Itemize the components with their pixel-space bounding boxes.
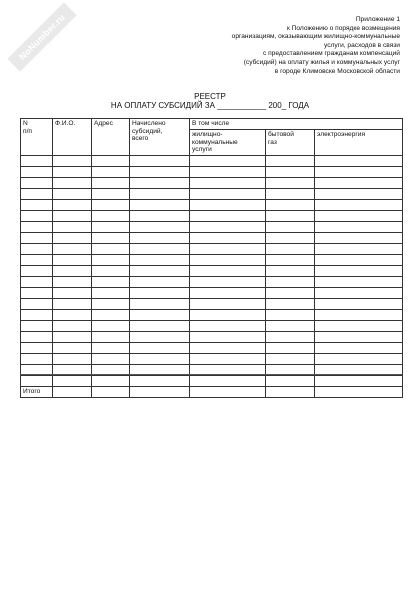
table-cell — [130, 166, 190, 177]
table-cell — [130, 188, 190, 199]
table-cell — [130, 342, 190, 353]
table-row — [21, 287, 403, 298]
table-cell — [190, 243, 266, 254]
table-cell — [53, 386, 92, 397]
table-cell — [21, 210, 53, 221]
table-cell — [53, 342, 92, 353]
table-cell — [53, 331, 92, 342]
table-cell — [315, 298, 403, 309]
table-cell — [21, 353, 53, 364]
table-cell — [315, 276, 403, 287]
table-cell — [21, 298, 53, 309]
table-header-row — [21, 119, 403, 130]
table-row — [21, 210, 403, 221]
table-cell — [266, 342, 315, 353]
table-cell — [266, 221, 315, 232]
table-cell — [53, 298, 92, 309]
table-cell — [21, 243, 53, 254]
table-cell — [53, 210, 92, 221]
table-cell — [21, 188, 53, 199]
table-row — [21, 199, 403, 210]
table-cell — [130, 243, 190, 254]
table-cell — [130, 320, 190, 331]
table-cell — [92, 166, 130, 177]
table-row — [21, 320, 403, 331]
table-cell — [190, 353, 266, 364]
table-cell — [266, 188, 315, 199]
registry-table — [20, 118, 403, 398]
document-title: РЕЕСТР — [194, 92, 226, 101]
table-cell — [21, 199, 53, 210]
table-cell — [190, 265, 266, 276]
appendix-line: Приложение 1 — [355, 16, 400, 23]
table-cell — [92, 232, 130, 243]
table-cell — [130, 265, 190, 276]
table-cell — [53, 177, 92, 188]
table-cell — [53, 188, 92, 199]
table-cell — [130, 375, 190, 386]
table-cell — [315, 221, 403, 232]
table-row — [21, 155, 403, 166]
table-cell — [53, 287, 92, 298]
table-cell — [53, 243, 92, 254]
header-accrued: Начислено субсидий, всего — [130, 119, 190, 156]
header-housing-services: жилищно- коммунальные услуги — [190, 130, 266, 156]
table-cell — [190, 254, 266, 265]
table-cell — [190, 298, 266, 309]
table-cell — [315, 210, 403, 221]
table-cell — [190, 232, 266, 243]
table-cell — [266, 353, 315, 364]
table-cell — [266, 265, 315, 276]
table-cell — [53, 375, 92, 386]
table-cell — [130, 353, 190, 364]
header-fio: Ф.И.О. — [53, 119, 92, 156]
appendix-line: с предоставлением гражданам компенсаций — [262, 50, 400, 58]
table-cell — [266, 232, 315, 243]
table-cell — [53, 320, 92, 331]
table-row — [21, 331, 403, 342]
table-cell — [266, 287, 315, 298]
table-cell — [21, 166, 53, 177]
table-row — [21, 375, 403, 386]
table-row — [21, 276, 403, 287]
table-cell — [190, 221, 266, 232]
table-cell — [190, 166, 266, 177]
table-cell — [190, 210, 266, 221]
table-cell — [266, 155, 315, 166]
table-row — [21, 166, 403, 177]
table-cell — [21, 309, 53, 320]
table-cell — [266, 254, 315, 265]
table-cell — [92, 265, 130, 276]
table-cell — [266, 386, 315, 397]
table-cell — [315, 386, 403, 397]
table-cell — [315, 188, 403, 199]
table-cell — [130, 298, 190, 309]
table-row — [21, 232, 403, 243]
table-cell — [92, 276, 130, 287]
table-cell — [315, 353, 403, 364]
table-cell — [92, 243, 130, 254]
table-cell — [130, 210, 190, 221]
table-cell — [21, 342, 53, 353]
table-cell — [266, 199, 315, 210]
table-row — [21, 265, 403, 276]
appendix-line: организациям, оказывающим жилищно-коммунальные — [231, 33, 400, 41]
table-cell — [315, 155, 403, 166]
table-cell — [53, 199, 92, 210]
table-cell — [266, 320, 315, 331]
appendix-line: к Положению о порядке возмещения — [286, 24, 400, 32]
table-cell — [190, 155, 266, 166]
table-cell — [315, 265, 403, 276]
table-cell — [315, 177, 403, 188]
appendix-header — [160, 16, 400, 76]
table-cell — [315, 309, 403, 320]
appendix-line: услуги, расходов в связи — [324, 41, 400, 49]
table-cell — [53, 232, 92, 243]
table-cell — [266, 243, 315, 254]
table-cell — [130, 221, 190, 232]
table-row — [21, 254, 403, 265]
total-label: Итого — [21, 386, 53, 397]
table-cell — [190, 199, 266, 210]
table-cell — [190, 320, 266, 331]
table-cell — [315, 287, 403, 298]
total-row — [21, 386, 403, 397]
table-cell — [92, 320, 130, 331]
header-household-gas: бытовой газ — [266, 130, 315, 156]
document-subtitle: НА ОПЛАТУ СУБСИДИЙ ЗА ___________ 200_ ГОДА — [110, 101, 310, 110]
table-cell — [266, 166, 315, 177]
table-cell — [21, 320, 53, 331]
table-cell — [266, 331, 315, 342]
table-cell — [53, 265, 92, 276]
table-cell — [190, 386, 266, 397]
header-address: Адрес — [92, 119, 130, 156]
table-cell — [53, 221, 92, 232]
table-cell — [92, 287, 130, 298]
table-row — [21, 243, 403, 254]
watermark: NoNumber.ru — [7, 2, 76, 71]
table-cell — [130, 287, 190, 298]
table-cell — [92, 298, 130, 309]
table-cell — [92, 210, 130, 221]
table-cell — [21, 254, 53, 265]
table-cell — [130, 232, 190, 243]
table-cell — [130, 276, 190, 287]
table-cell — [190, 375, 266, 386]
table-cell — [53, 166, 92, 177]
table-row — [21, 353, 403, 364]
table-cell — [190, 342, 266, 353]
table-cell — [92, 309, 130, 320]
table-row — [21, 309, 403, 320]
table-row — [21, 177, 403, 188]
header-number: N п/п — [21, 119, 53, 156]
table-cell — [266, 298, 315, 309]
table-cell — [315, 166, 403, 177]
table-cell — [53, 155, 92, 166]
table-cell — [21, 221, 53, 232]
table-cell — [92, 342, 130, 353]
table-cell — [21, 177, 53, 188]
table-cell — [266, 276, 315, 287]
table-cell — [21, 375, 53, 386]
table-cell — [21, 155, 53, 166]
table-cell — [130, 331, 190, 342]
table-cell — [53, 276, 92, 287]
table-cell — [92, 188, 130, 199]
table-cell — [266, 309, 315, 320]
header-electricity: электроэнергия — [315, 130, 403, 156]
table-cell — [92, 375, 130, 386]
table-cell — [130, 155, 190, 166]
table-cell — [92, 221, 130, 232]
table-cell — [315, 232, 403, 243]
table-cell — [92, 386, 130, 397]
table-cell — [190, 331, 266, 342]
table-cell — [315, 331, 403, 342]
table-body — [21, 155, 403, 386]
appendix-line: (субсидий) на оплату жилья и коммунальных услуг — [243, 58, 400, 66]
table-cell — [92, 199, 130, 210]
table-cell — [315, 342, 403, 353]
table-cell — [92, 331, 130, 342]
table-cell — [190, 188, 266, 199]
table-cell — [92, 177, 130, 188]
table-cell — [266, 375, 315, 386]
table-cell — [266, 210, 315, 221]
table-cell — [53, 309, 92, 320]
table-cell — [190, 309, 266, 320]
table-cell — [130, 309, 190, 320]
table-cell — [21, 276, 53, 287]
table-cell — [21, 265, 53, 276]
table-cell — [315, 375, 403, 386]
table-cell — [190, 276, 266, 287]
table-cell — [21, 287, 53, 298]
table-cell — [315, 320, 403, 331]
table-cell — [190, 177, 266, 188]
table-cell — [315, 254, 403, 265]
table-cell — [53, 353, 92, 364]
appendix-line: в городе Климовске Московской области — [274, 67, 400, 75]
table-cell — [130, 254, 190, 265]
table-row — [21, 188, 403, 199]
table-row — [21, 298, 403, 309]
table-cell — [21, 232, 53, 243]
table-cell — [130, 386, 190, 397]
table-row — [21, 221, 403, 232]
table-cell — [21, 331, 53, 342]
table-cell — [130, 177, 190, 188]
table-cell — [92, 353, 130, 364]
divider-line — [20, 374, 402, 375]
table-cell — [53, 254, 92, 265]
header-including: В том числе — [190, 119, 403, 130]
table-row — [21, 342, 403, 353]
table-cell — [315, 199, 403, 210]
table-cell — [92, 155, 130, 166]
table-cell — [315, 243, 403, 254]
table-cell — [92, 254, 130, 265]
table-cell — [190, 287, 266, 298]
table-cell — [266, 177, 315, 188]
table-cell — [130, 199, 190, 210]
